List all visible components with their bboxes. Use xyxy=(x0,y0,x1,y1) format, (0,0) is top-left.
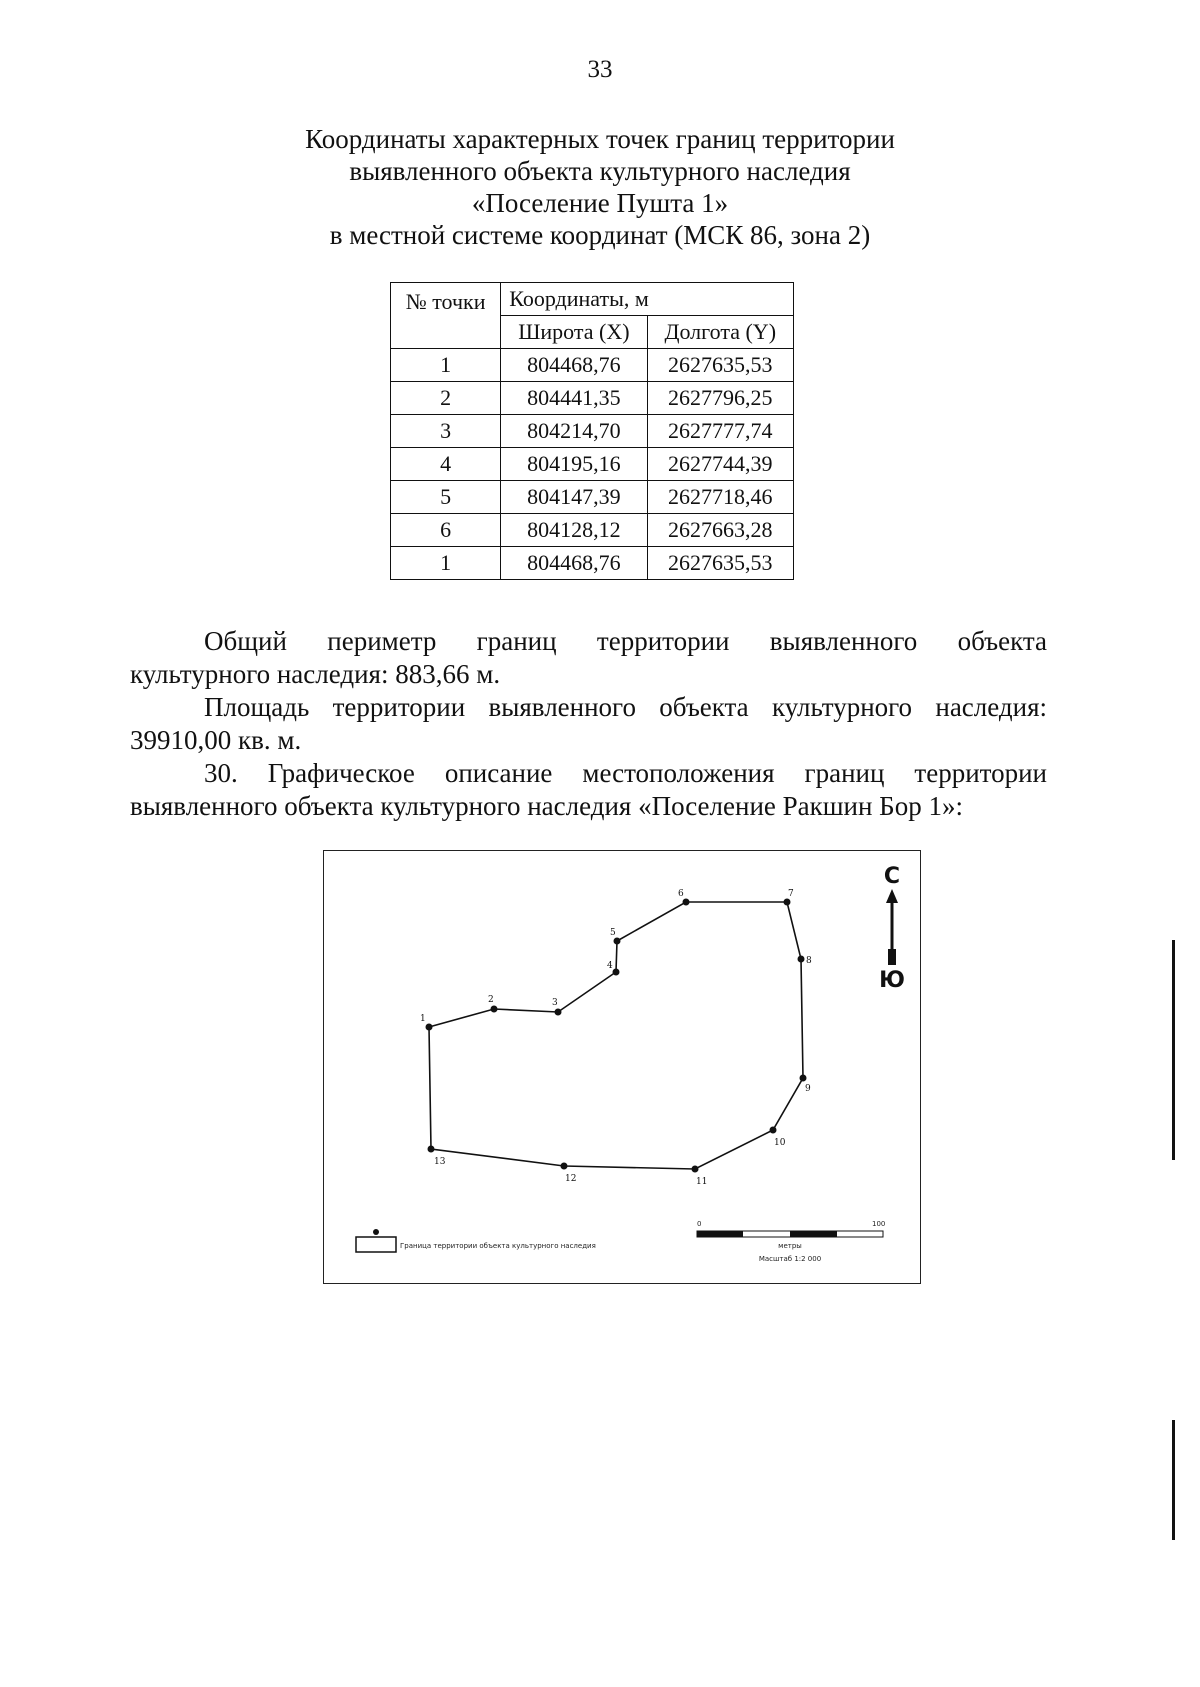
point-label: 7 xyxy=(788,889,794,899)
boundary-point xyxy=(428,1146,435,1153)
cell-point: 5 xyxy=(391,481,501,514)
header-longitude: Долгота (Y) xyxy=(647,316,794,349)
section-30-line: выявленного объекта культурного наследия «Поселение Ракшин Бор 1»: xyxy=(130,791,963,821)
area-line: 39910,00 кв. м. xyxy=(130,725,302,755)
scale-text: Масштаб 1:2 000 xyxy=(758,1255,822,1263)
point-label: 9 xyxy=(805,1084,811,1094)
point-label: 4 xyxy=(607,961,613,971)
boundary-point xyxy=(692,1166,699,1173)
scale-max-label: 100 xyxy=(872,1220,886,1228)
south-label: Ю xyxy=(879,968,905,993)
table-row xyxy=(391,547,794,580)
cell-point: 2 xyxy=(391,382,501,415)
cell-x: 804147,39 xyxy=(501,481,647,514)
point-label: 1 xyxy=(420,1014,426,1024)
cell-x: 804128,12 xyxy=(501,514,647,547)
title-line: Координаты характерных точек границ территории xyxy=(305,124,895,154)
cell-point: 1 xyxy=(391,547,501,580)
section-30-paragraph xyxy=(130,757,1047,823)
header-point-number: № точки xyxy=(391,283,501,349)
cell-y: 2627635,53 xyxy=(647,547,794,580)
scale-bar xyxy=(697,1220,885,1263)
legend-boundary-icon xyxy=(356,1237,396,1252)
boundary-point xyxy=(798,956,805,963)
area-line: Площадь территории выявленного объекта культурного наследия: xyxy=(204,692,1047,722)
cell-y: 2627635,53 xyxy=(647,349,794,382)
scale-units: метры xyxy=(778,1242,802,1250)
boundary-map xyxy=(323,850,921,1284)
boundary-point xyxy=(426,1024,433,1031)
point-labels xyxy=(420,889,812,1187)
boundary-point xyxy=(613,969,620,976)
scan-edge-mark xyxy=(1172,1420,1175,1540)
cell-x: 804468,76 xyxy=(501,349,647,382)
cell-point: 3 xyxy=(391,415,501,448)
area-paragraph xyxy=(130,691,1047,757)
point-label: 5 xyxy=(610,928,616,938)
title-line: выявленного объекта культурного наследия xyxy=(349,156,851,186)
point-label: 3 xyxy=(552,998,558,1008)
cell-point: 4 xyxy=(391,448,501,481)
cell-x: 804468,76 xyxy=(501,547,647,580)
cell-x: 804214,70 xyxy=(501,415,647,448)
boundary-map-svg xyxy=(324,851,920,1283)
point-label: 8 xyxy=(806,956,812,966)
scale-min-label: 0 xyxy=(697,1220,702,1228)
title-line: «Поселение Пушта 1» xyxy=(471,188,729,218)
boundary-point xyxy=(784,899,791,906)
point-label: 10 xyxy=(774,1138,786,1148)
boundary-points xyxy=(426,899,807,1173)
cell-y: 2627796,25 xyxy=(647,382,794,415)
cell-x: 804441,35 xyxy=(501,382,647,415)
scan-edge-mark xyxy=(1172,940,1175,1160)
table-row xyxy=(391,382,794,415)
boundary-point xyxy=(614,938,621,945)
title-line: в местной системе координат (МСК 86, зона 2) xyxy=(329,220,871,250)
header-coordinates: Координаты, м xyxy=(501,283,794,316)
cell-y: 2627744,39 xyxy=(647,448,794,481)
table-row xyxy=(391,481,794,514)
point-label: 13 xyxy=(434,1157,446,1167)
perimeter-paragraph xyxy=(130,625,1047,691)
point-label: 12 xyxy=(565,1174,577,1184)
perimeter-line: культурного наследия: 883,66 м. xyxy=(130,659,501,689)
table-row xyxy=(391,349,794,382)
boundary-point xyxy=(555,1009,562,1016)
boundary-point xyxy=(770,1127,777,1134)
cell-y: 2627718,46 xyxy=(647,481,794,514)
north-label: С xyxy=(883,864,901,889)
cell-point: 6 xyxy=(391,514,501,547)
cell-point: 1 xyxy=(391,349,501,382)
coordinates-table xyxy=(390,282,794,580)
map-legend xyxy=(356,1229,596,1252)
point-label: 11 xyxy=(696,1177,708,1187)
section-30-line: 30. Графическое описание местоположения границ территории xyxy=(204,758,1047,788)
legend-point-icon xyxy=(373,1229,379,1235)
perimeter-line: Общий периметр границ территории выявленного объекта xyxy=(204,626,1047,656)
table-row xyxy=(391,448,794,481)
legend-text: Граница территории объекта культурного наследия xyxy=(400,1242,596,1250)
boundary-point xyxy=(683,899,690,906)
boundary-point xyxy=(561,1163,568,1170)
point-label: 2 xyxy=(488,995,494,1005)
north-arrow-icon xyxy=(879,864,905,993)
document-title xyxy=(200,123,1000,251)
boundary-point xyxy=(800,1075,807,1082)
point-label: 6 xyxy=(678,889,684,899)
table-row xyxy=(391,415,794,448)
cell-y: 2627663,28 xyxy=(647,514,794,547)
boundary-point xyxy=(491,1006,498,1013)
cell-x: 804195,16 xyxy=(501,448,647,481)
page-number: 33 xyxy=(587,56,613,83)
cell-y: 2627777,74 xyxy=(647,415,794,448)
table-row xyxy=(391,514,794,547)
header-latitude: Широта (X) xyxy=(501,316,647,349)
